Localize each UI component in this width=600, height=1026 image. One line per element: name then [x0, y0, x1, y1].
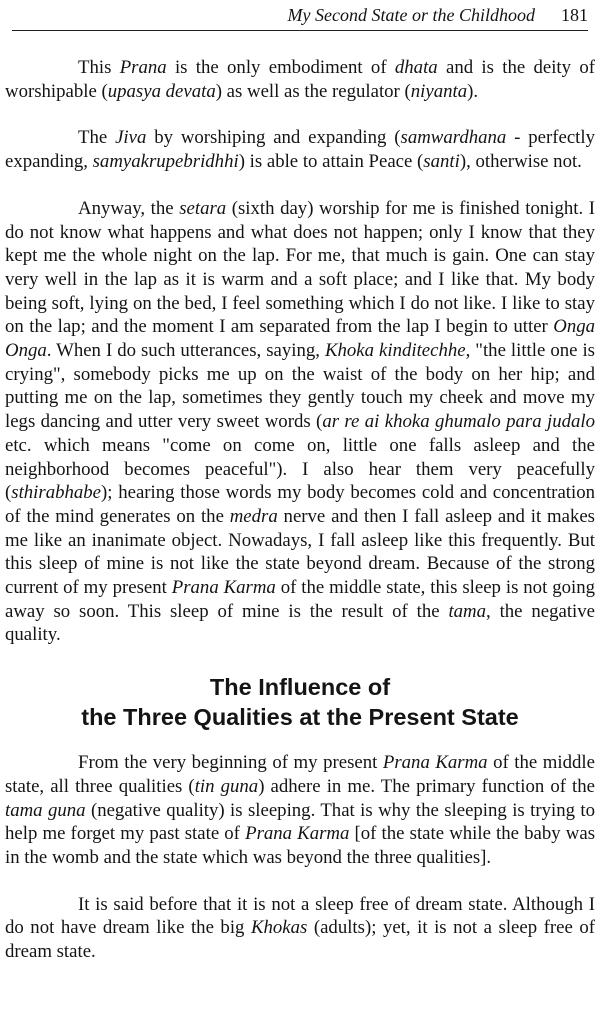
italic-term: tin guna	[194, 775, 259, 797]
text-run: ), otherwise not.	[459, 151, 582, 173]
italic-term: Khokas	[250, 917, 308, 939]
italic-term: sthirabhabe	[11, 482, 101, 504]
text-run: . When I do such utterances, saying,	[46, 340, 325, 362]
section-heading-line: The Influence of	[209, 674, 391, 701]
text-run: and is the deity of worshipable (	[5, 57, 595, 102]
italic-term: setara	[179, 197, 227, 219]
text-run: From the very beginning of my present	[78, 752, 383, 774]
text-run: , "the little one is crying", somebody picks me up on the waist of the body on her hip; and putting me on the lap, sometimes they gently touch my cheek and move my legs dancing and utter very sweet words (	[5, 340, 595, 433]
text-run: etc. which means "come on come on, little one falls asleep and the neighborhood becomes peaceful"). I also hear them very peacefully (	[5, 434, 595, 504]
text-run: ) is able to attain Peace (	[238, 151, 424, 173]
italic-term: niyanta	[410, 80, 468, 102]
italic-term: Prana Karma	[171, 577, 276, 599]
paragraph	[5, 126, 595, 173]
italic-term: Khoka kinditechhe	[324, 340, 466, 362]
paragraph	[5, 56, 595, 103]
paragraph	[5, 893, 595, 964]
text-run: It is said before that it is not a sleep free of dream state. Although I do not have dream like the big	[5, 893, 595, 939]
text-run: [of the state while the baby was in the womb and the state which was beyond the three qualities].	[5, 823, 596, 868]
page-number: 181	[561, 5, 588, 25]
paragraph	[5, 197, 595, 647]
running-title: My Second State or the Childhood	[287, 5, 535, 25]
text-run: , the negative quality.	[5, 600, 595, 646]
italic-term: Jiva	[115, 127, 147, 149]
text-run: ) as well as the regulator (	[215, 80, 411, 102]
italic-term: tama	[448, 600, 487, 622]
italic-term: samwardhana	[400, 127, 507, 149]
paragraph	[5, 751, 595, 870]
text-run: of the middle state, all three qualities (	[5, 752, 595, 797]
italic-term: dhata	[394, 57, 438, 78]
text-run: ).	[467, 80, 479, 102]
italic-term: medra	[229, 505, 278, 527]
section-heading-line: the Three Qualities at the Present State	[81, 704, 519, 731]
text-run: - perfectly expanding,	[5, 127, 595, 173]
italic-term: tama guna	[5, 799, 86, 821]
italic-term: santi	[423, 151, 460, 173]
text-run: The	[78, 127, 116, 149]
text-run: (adults); yet, it is not a sleep free of dream state.	[5, 917, 596, 963]
italic-term: samyakrupebridhhi	[92, 151, 239, 173]
italic-term: Prana Karma	[382, 752, 488, 774]
text-run: nerve and then I fall asleep and it makes me like an inanimate object. Nowadays, I fall asleep like this frequently. But this sleep of mine is not like the state beyond dream. Because of the strong current of my present	[5, 505, 595, 599]
italic-term: upasya devata	[107, 80, 216, 102]
page-body	[5, 56, 595, 964]
text-run: ); hearing those words my body becomes cold and concentration of the mind generates on the	[5, 482, 595, 527]
text-run: Anyway, the	[78, 197, 180, 219]
text-run: This	[78, 57, 120, 78]
text-run: is the only embodiment of	[166, 57, 395, 78]
running-header	[12, 4, 588, 31]
italic-term: Onga Onga	[5, 316, 595, 362]
text-run: of the middle state, this sleep is not going away so soon. This sleep of mine is the result of the	[5, 577, 595, 622]
italic-term: Prana	[119, 57, 167, 78]
text-run: by worshiping and expanding (	[146, 127, 401, 149]
section-heading	[5, 668, 595, 732]
text-run: (sixth day) worship for me is finished tonight. I do not know what happens and what does not happen; only I know that they kept me the whole night on the lap. For me, that much is gain. One can stay very well in the lap as it is warm and a soft place; and I like that. My body being soft, lying on the bed, I feel something which I do not like. I like to stay on the lap; and the moment I am separated from the lap I begin to utter	[5, 197, 595, 338]
italic-term: ar re ai khoka ghumalo para judalo	[322, 411, 595, 433]
text-run: (negative quality) is sleeping. That is why the sleeping is trying to help me forget my past state of	[5, 799, 596, 845]
italic-term: Prana Karma	[245, 823, 350, 845]
text-run: ) adhere in me. The primary function of the	[258, 775, 596, 797]
